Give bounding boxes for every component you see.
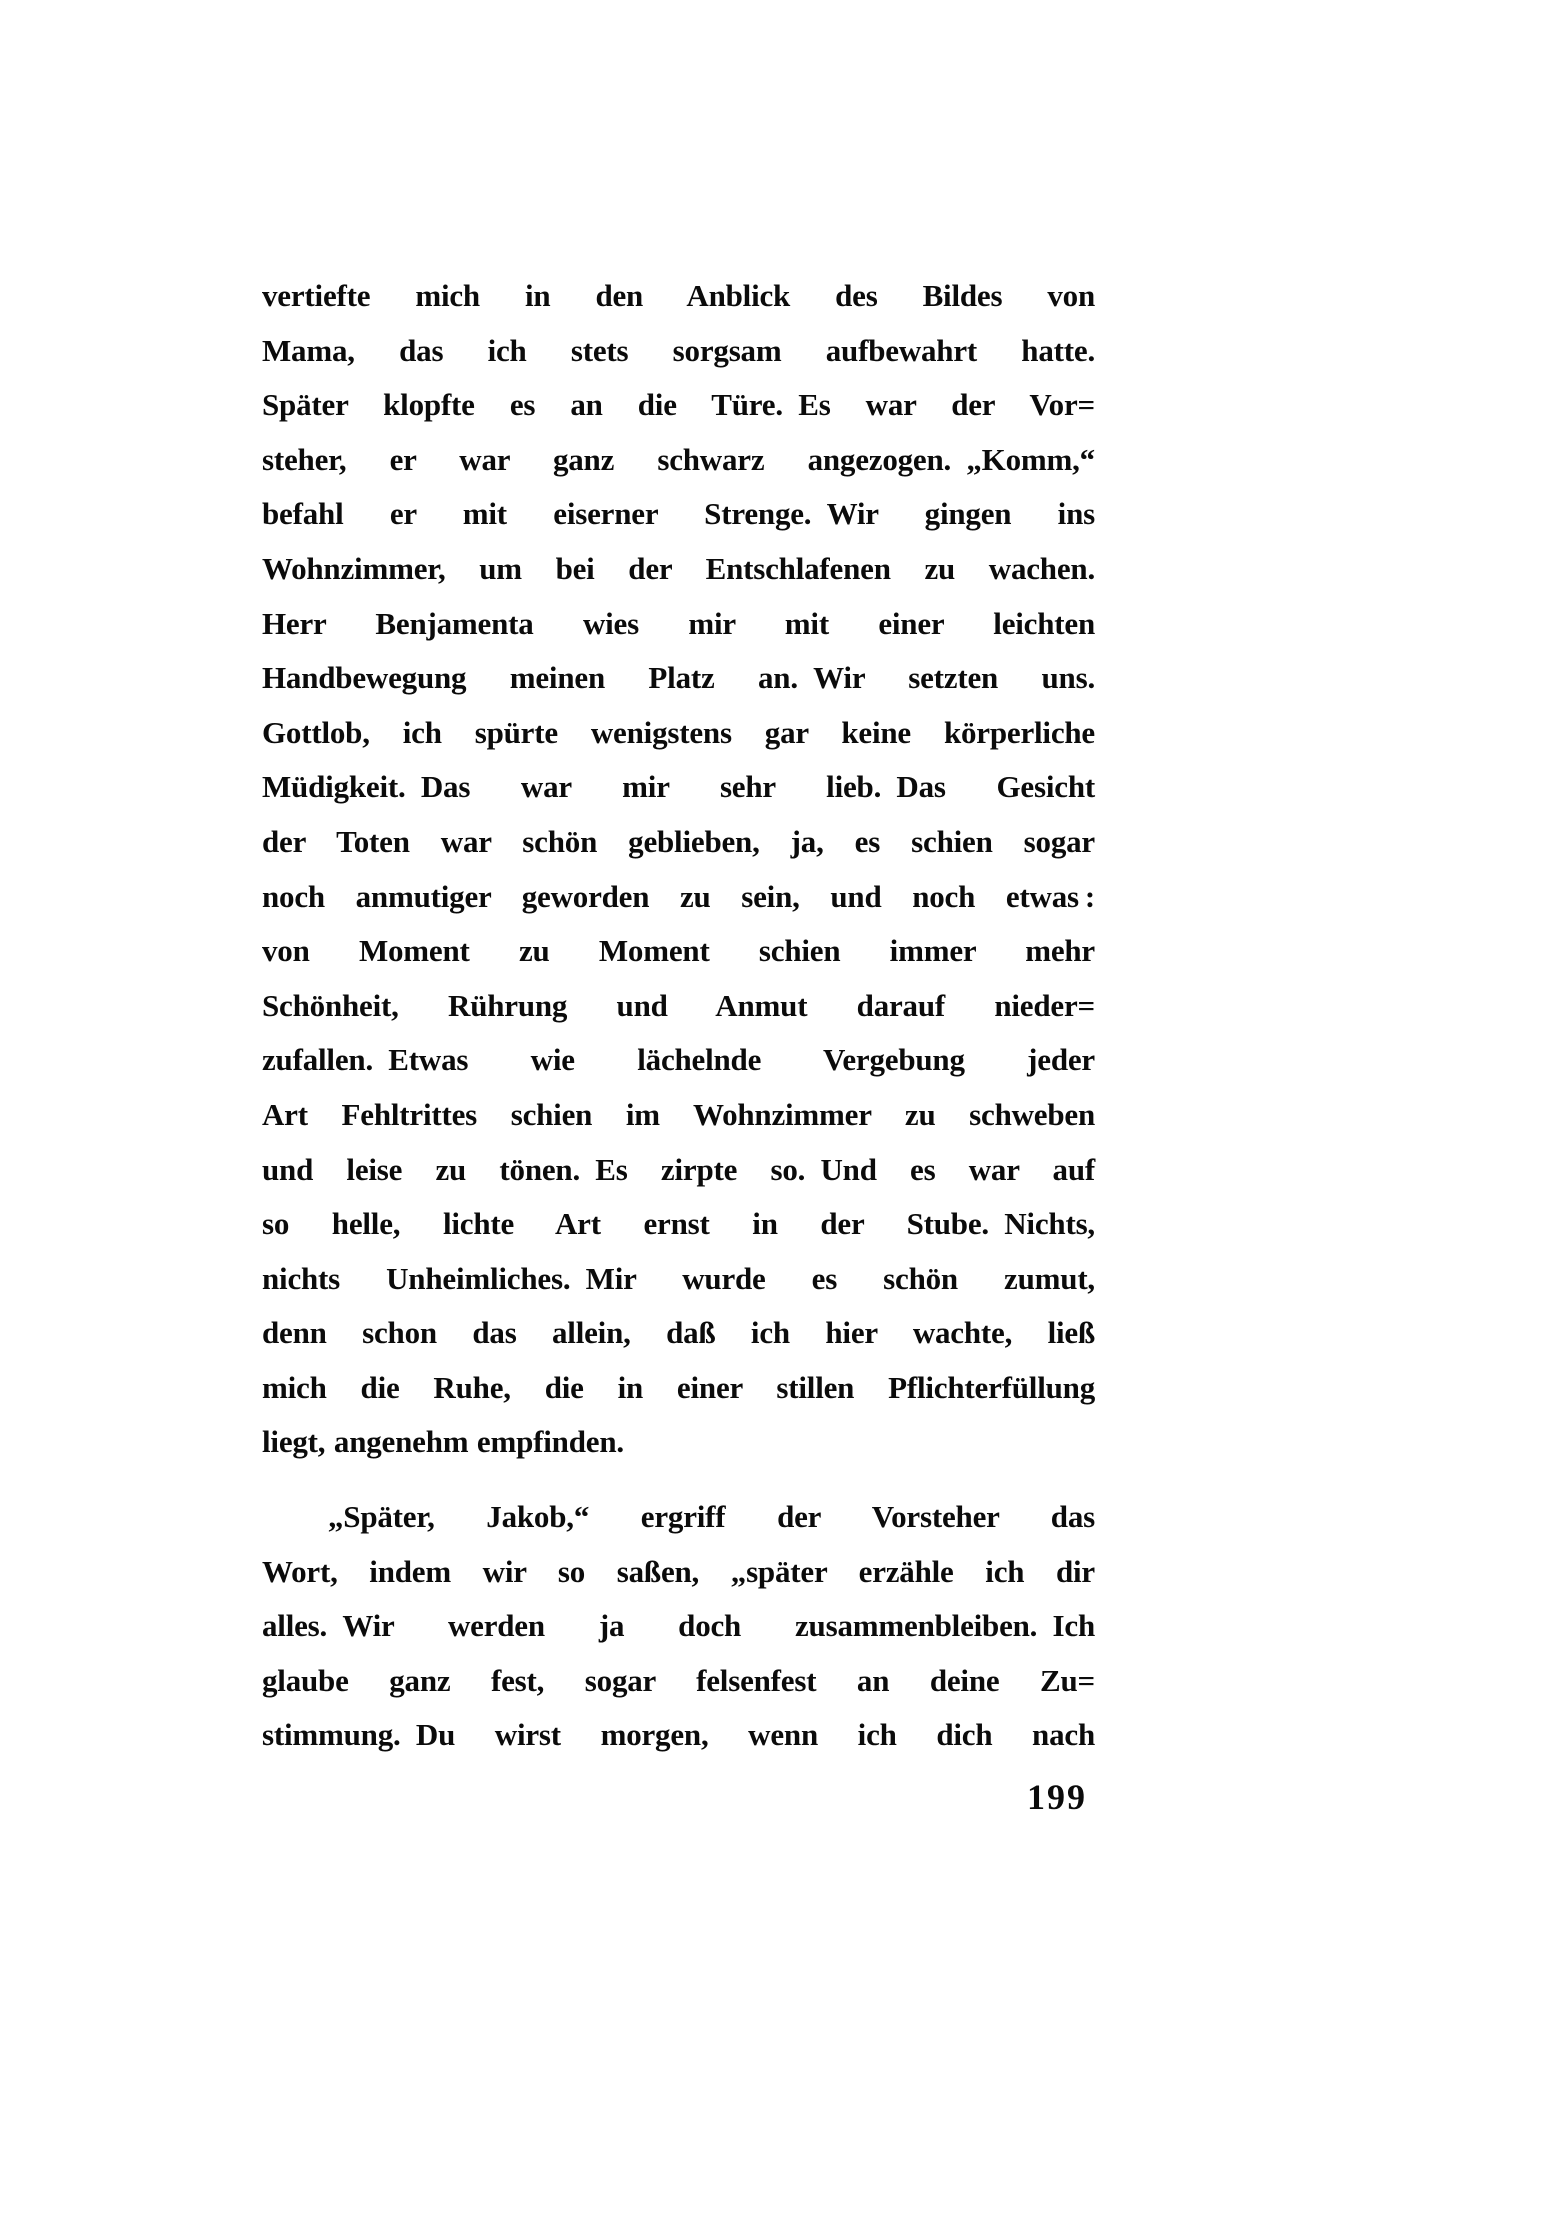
- text-line: nichts Unheimliches. Mir wurde es schön zumut,: [262, 1260, 1095, 1296]
- text-line: Gottlob, ich spürte wenigstens gar keine körperliche: [262, 714, 1095, 750]
- page-text: [262, 269, 1095, 1763]
- text-line: „Später, Jakob,“ ergriff der Vorsteher das: [328, 1499, 1095, 1535]
- text-line: befahl er mit eiserner Strenge. Wir gingen ins: [262, 496, 1095, 532]
- text-line: alles. Wir werden ja doch zusammenbleiben. Ich: [262, 1608, 1095, 1644]
- text-line: Mama, das ich stets sorgsam aufbewahrt hatte.: [262, 332, 1095, 368]
- paragraph-2: [262, 1490, 1095, 1763]
- text-line: Wohnzimmer, um bei der Entschlafenen zu wachen.: [262, 550, 1095, 586]
- text-line: vertiefte mich in den Anblick des Bildes von: [262, 278, 1095, 313]
- text-line: Art Fehltrittes schien im Wohnzimmer zu schweben: [262, 1096, 1095, 1132]
- text-line: glaube ganz fest, sogar felsenfest an deine Zu=: [262, 1662, 1095, 1698]
- text-line: Wort, indem wir so saßen, „später erzähle ich dir: [262, 1553, 1095, 1589]
- text-line: steher, er war ganz schwarz angezogen. „Komm,“: [262, 441, 1095, 477]
- text-line: denn schon das allein, daß ich hier wachte, ließ: [262, 1315, 1095, 1351]
- text-line: liegt, angenehm empfinden.: [262, 1424, 624, 1460]
- text-line: und leise zu tönen. Es zirpte so. Und es war auf: [262, 1151, 1095, 1187]
- text-line: so helle, lichte Art ernst in der Stube. Nichts,: [262, 1206, 1095, 1242]
- text-line: Müdigkeit. Das war mir sehr lieb. Das Gesicht: [262, 769, 1095, 805]
- text-line: stimmung. Du wirst morgen, wenn ich dich nach: [262, 1717, 1095, 1753]
- text-line: von Moment zu Moment schien immer mehr: [262, 933, 1095, 969]
- paragraph-1: [262, 269, 1095, 1470]
- text-line: der Toten war schön geblieben, ja, es schien sogar: [262, 823, 1095, 859]
- text-line: Herr Benjamenta wies mir mit einer leichten: [262, 605, 1095, 641]
- text-line: noch anmutiger geworden zu sein, und noch etwas :: [262, 878, 1095, 914]
- text-line: Später klopfte es an die Türe. Es war der Vor=: [262, 387, 1095, 423]
- text-line: Schönheit, Rührung und Anmut darauf nieder=: [262, 987, 1095, 1023]
- page-number: 199: [1027, 1777, 1087, 1817]
- text-line: Handbewegung meinen Platz an. Wir setzten uns.: [262, 660, 1095, 696]
- text-line: mich die Ruhe, die in einer stillen Pflichterfüllung: [262, 1369, 1095, 1405]
- text-line: zufallen. Etwas wie lächelnde Vergebung jeder: [262, 1042, 1095, 1078]
